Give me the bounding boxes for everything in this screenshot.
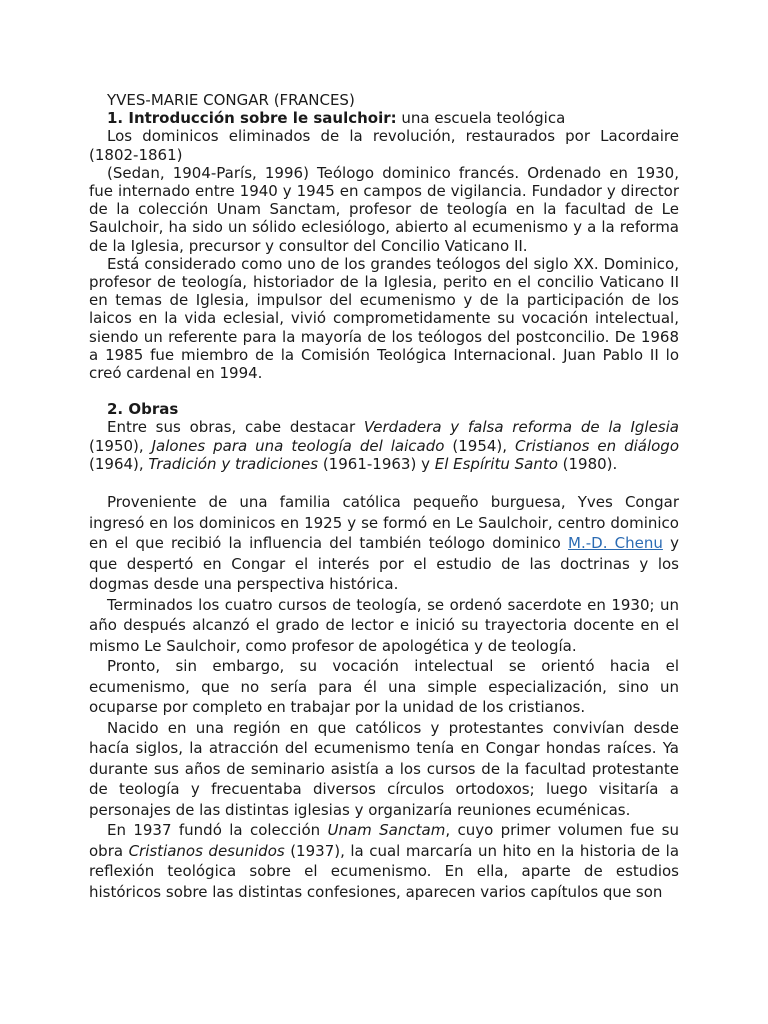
p1937-text-1: En 1937 fundó la colección [107, 821, 328, 840]
paragraph-obras [89, 418, 679, 473]
p1937-title-2: Cristianos desunidos [128, 841, 285, 860]
paragraph-terminados: Terminados los cuatro cursos de teología, se ordenó sacerdote en 1930; un año después alcanzó el grado de lector e inició su trayectoria docente en el mismo Le Saulchoir, como profesor de apologética y de teología. [89, 595, 679, 655]
obras-text-4: (1964), [89, 454, 149, 473]
obras-title-2: Jalones para una teología del laicado [151, 436, 445, 455]
obras-text-2: (1950), [89, 436, 152, 455]
paragraph-sedan: (Sedan, 1904-París, 1996) Teólogo dominico francés. Ordenado en 1930, fue internado entre 1940 y 1945 en campos de vigilancia. Fundador y director de la colección Unam Sanctam, profesor de teología en la facultad de Le Saulchoir, ha sido un sólido eclesiólogo, abierto al ecumenismo y a la reforma de la Iglesia, precursor y consultor del Concilio Vaticano II. [89, 163, 679, 255]
p1937-text-2: , cuyo primer volumen fue su obra [89, 821, 679, 860]
paragraph-1937 [89, 820, 679, 902]
obras-title-5: El Espíritu Santo [434, 454, 558, 473]
proveniente-text-1: Proveniente de una familia católica pequeño burguesa, Yves Congar ingresó en los dominicos en 1925 y se formó en Le Saulchoir, centro dominico en el que recibió la influencia del también teólogo dominico [89, 493, 679, 553]
p1937-text-3: (1937), la cual marcaría un hito en la historia de la reflexión teológica sobre el ecumenismo. En ella, aparte de estudios históricos sobre las distintas confesiones, aparecen varios capítulos que son [89, 841, 680, 901]
section-2-heading-bold: 2. Obras [107, 400, 179, 419]
p1937-title-1: Unam Sanctam [327, 821, 446, 840]
blank-line [89, 473, 679, 492]
obras-title-4: Tradición y tradiciones [148, 454, 319, 473]
obras-text-6: (1980). [557, 454, 618, 473]
document-title: YVES-MARIE CONGAR (FRANCES) [107, 91, 355, 109]
section-2-heading [89, 400, 679, 418]
obras-text-3: (1954), [444, 436, 516, 455]
section-1-heading [89, 109, 679, 127]
paragraph-proveniente [89, 492, 679, 595]
section-1-heading-bold: 1. Introducción sobre le saulchoir: [107, 109, 397, 128]
section-1-heading-rest: una escuela teológica [396, 109, 566, 128]
paragraph-dominicos: Los dominicos eliminados de la revolución, restaurados por Lacordaire (1802-1861) [89, 127, 679, 164]
proveniente-text-2: y que despertó en Congar el interés por el estudio de las doctrinas y los dogmas desde una perspectiva histórica. [89, 534, 679, 594]
paragraph-esta: Está considerado como uno de los grandes teólogos del siglo XX. Dominico, profesor de teología, historiador de la Iglesia, perito en el concilio Vaticano II en temas de Iglesia, impulsor del ecumenismo y de la participación de los laicos en la vida eclesial, vivió comprometidamente su vocación intelectual, siendo un referente para la mayoría de los teólogos del postconcilio. De 1968 a 1985 fue miembro de la Comisión Teológica Internacional. Juan Pablo II lo creó cardenal en 1994. [89, 254, 679, 383]
blank-line [89, 382, 679, 400]
paragraph-pronto: Pronto, sin embargo, su vocación intelectual se orientó hacia el ecumenismo, que no sería para él una simple especialización, sino un ocuparse por completo en trabajar por la unidad de los cristianos. [89, 657, 679, 717]
obras-title-1: Verdadera y falsa reforma de la Iglesia [363, 418, 679, 437]
obras-text-1: Entre sus obras, cabe destacar [107, 418, 364, 437]
obras-text-5: (1961-1963) y [318, 454, 435, 473]
chenu-link[interactable]: M.-D. Chenu [568, 534, 663, 553]
paragraph-nacido: Nacido en una región en que católicos y protestantes convivían desde hacía siglos, la atracción del ecumenismo tenía en Congar hondas raíces. Ya durante sus años de seminario asistía a los cursos de la facultad protestante de teología y frecuentaba diversos círculos ortodoxos; luego visitaría a personajes de las distintas iglesias y organizaría reuniones ecuménicas. [89, 718, 679, 819]
obras-title-3: Cristianos en diálogo [515, 436, 679, 455]
document-page [89, 91, 679, 902]
